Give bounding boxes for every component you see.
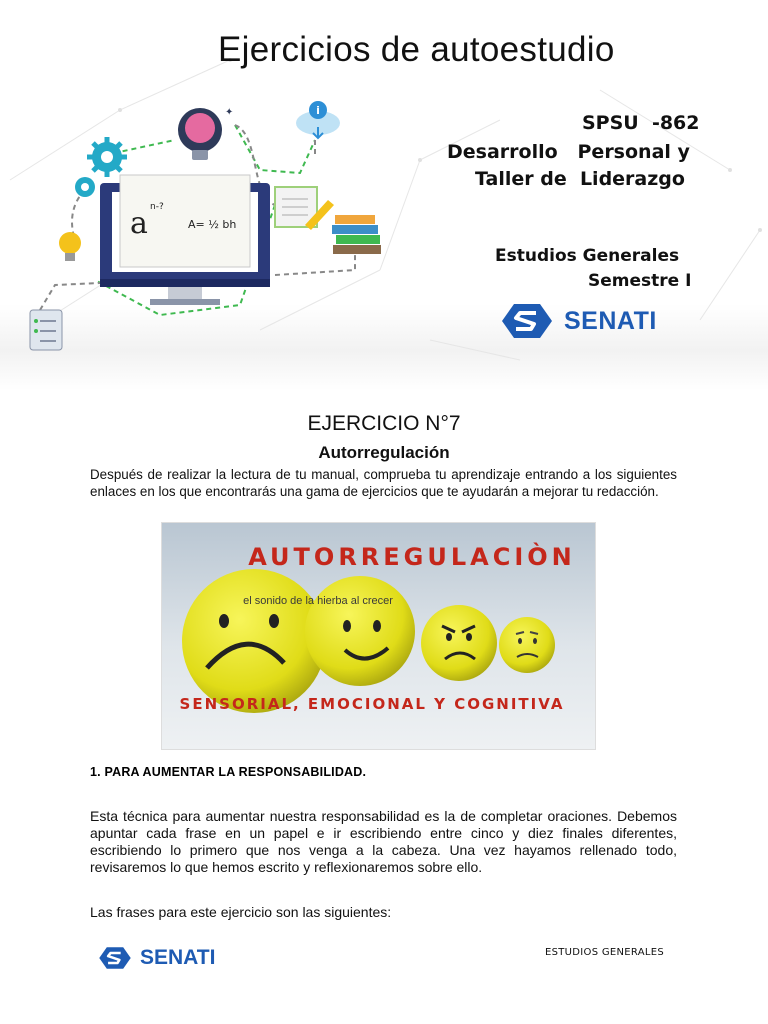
- senati-logo-icon: [500, 302, 554, 340]
- books-icon: [332, 215, 381, 254]
- senati-logo: [500, 302, 657, 340]
- svg-text:A= ½ bh: A= ½ bh: [188, 218, 237, 231]
- exercise-title: EJERCICIO N°7: [307, 412, 461, 435]
- svg-text:i: i: [316, 104, 320, 117]
- exercise-subtitle: Autorregulación: [318, 443, 450, 462]
- senati-logo-icon: [98, 945, 132, 971]
- intro-paragraph: Después de realizar la lectura de tu manual, comprueba tu aprendizaje entrando a los siguientes enlaces en los que encontrarás una gama de ejercicios que te ayudarán a mejorar tu redacción.: [90, 467, 677, 499]
- svg-text:n-?: n-?: [150, 202, 164, 212]
- sad-face-ball: [182, 569, 326, 713]
- section-body: Esta técnica para aumentar nuestra responsabilidad es la de completar oraciones. Debemos apuntar cada frase en un papel e ir escribiendo entre cinco y diez finales diferentes, escribiendo lo primero que nos venga a la cabeza. Una vez hayamos rellenado todo, revisaremos lo que hemos escrito y reflexionaremos sobre ello.: [90, 808, 677, 875]
- notepad-icon: [275, 187, 334, 230]
- hero-headline: AUTORREGULACIÒN: [248, 543, 576, 571]
- document-title: Ejercicios de autoestudio: [218, 30, 615, 69]
- footer-label: ESTUDIOS GENERALES: [545, 947, 665, 958]
- brain-bulb-icon: [178, 107, 233, 160]
- hero-caption: el sonido de la hierba al crecer: [243, 595, 393, 607]
- autorregulacion-image: [161, 522, 596, 750]
- footer-logo-text: SENATI: [140, 946, 216, 969]
- header-band: [0, 0, 768, 390]
- smiley-faces-illustration: [162, 523, 595, 749]
- course-name-line2: Taller de Liderazgo: [475, 168, 685, 190]
- svg-text:✦: ✦: [225, 107, 234, 118]
- info-cloud-icon: [296, 101, 340, 138]
- lightbulb-icon: [59, 232, 81, 261]
- study-illustration: [0, 95, 400, 365]
- semester-label: Semestre I: [588, 271, 692, 291]
- senati-logo-text: SENATI: [564, 306, 657, 335]
- worried-face-ball: [499, 617, 555, 673]
- course-name-line1: Desarrollo Personal y: [447, 141, 690, 163]
- phrases-intro: Las frases para este ejercicio son las siguientes:: [90, 904, 392, 920]
- checklist-icon: [30, 310, 62, 350]
- angry-face-ball: [421, 605, 497, 681]
- department-label: Estudios Generales: [495, 246, 680, 266]
- monitor-icon: [100, 175, 270, 305]
- section-heading: 1. PARA AUMENTAR LA RESPONSABILIDAD.: [90, 765, 367, 779]
- course-code: SPSU -862: [582, 112, 700, 134]
- footer-senati-logo: [98, 945, 215, 971]
- hero-footer-text: SENSORIAL, EMOCIONAL Y COGNITIVA: [179, 695, 565, 713]
- svg-text:a: a: [130, 206, 148, 241]
- happy-face-ball: [305, 576, 415, 686]
